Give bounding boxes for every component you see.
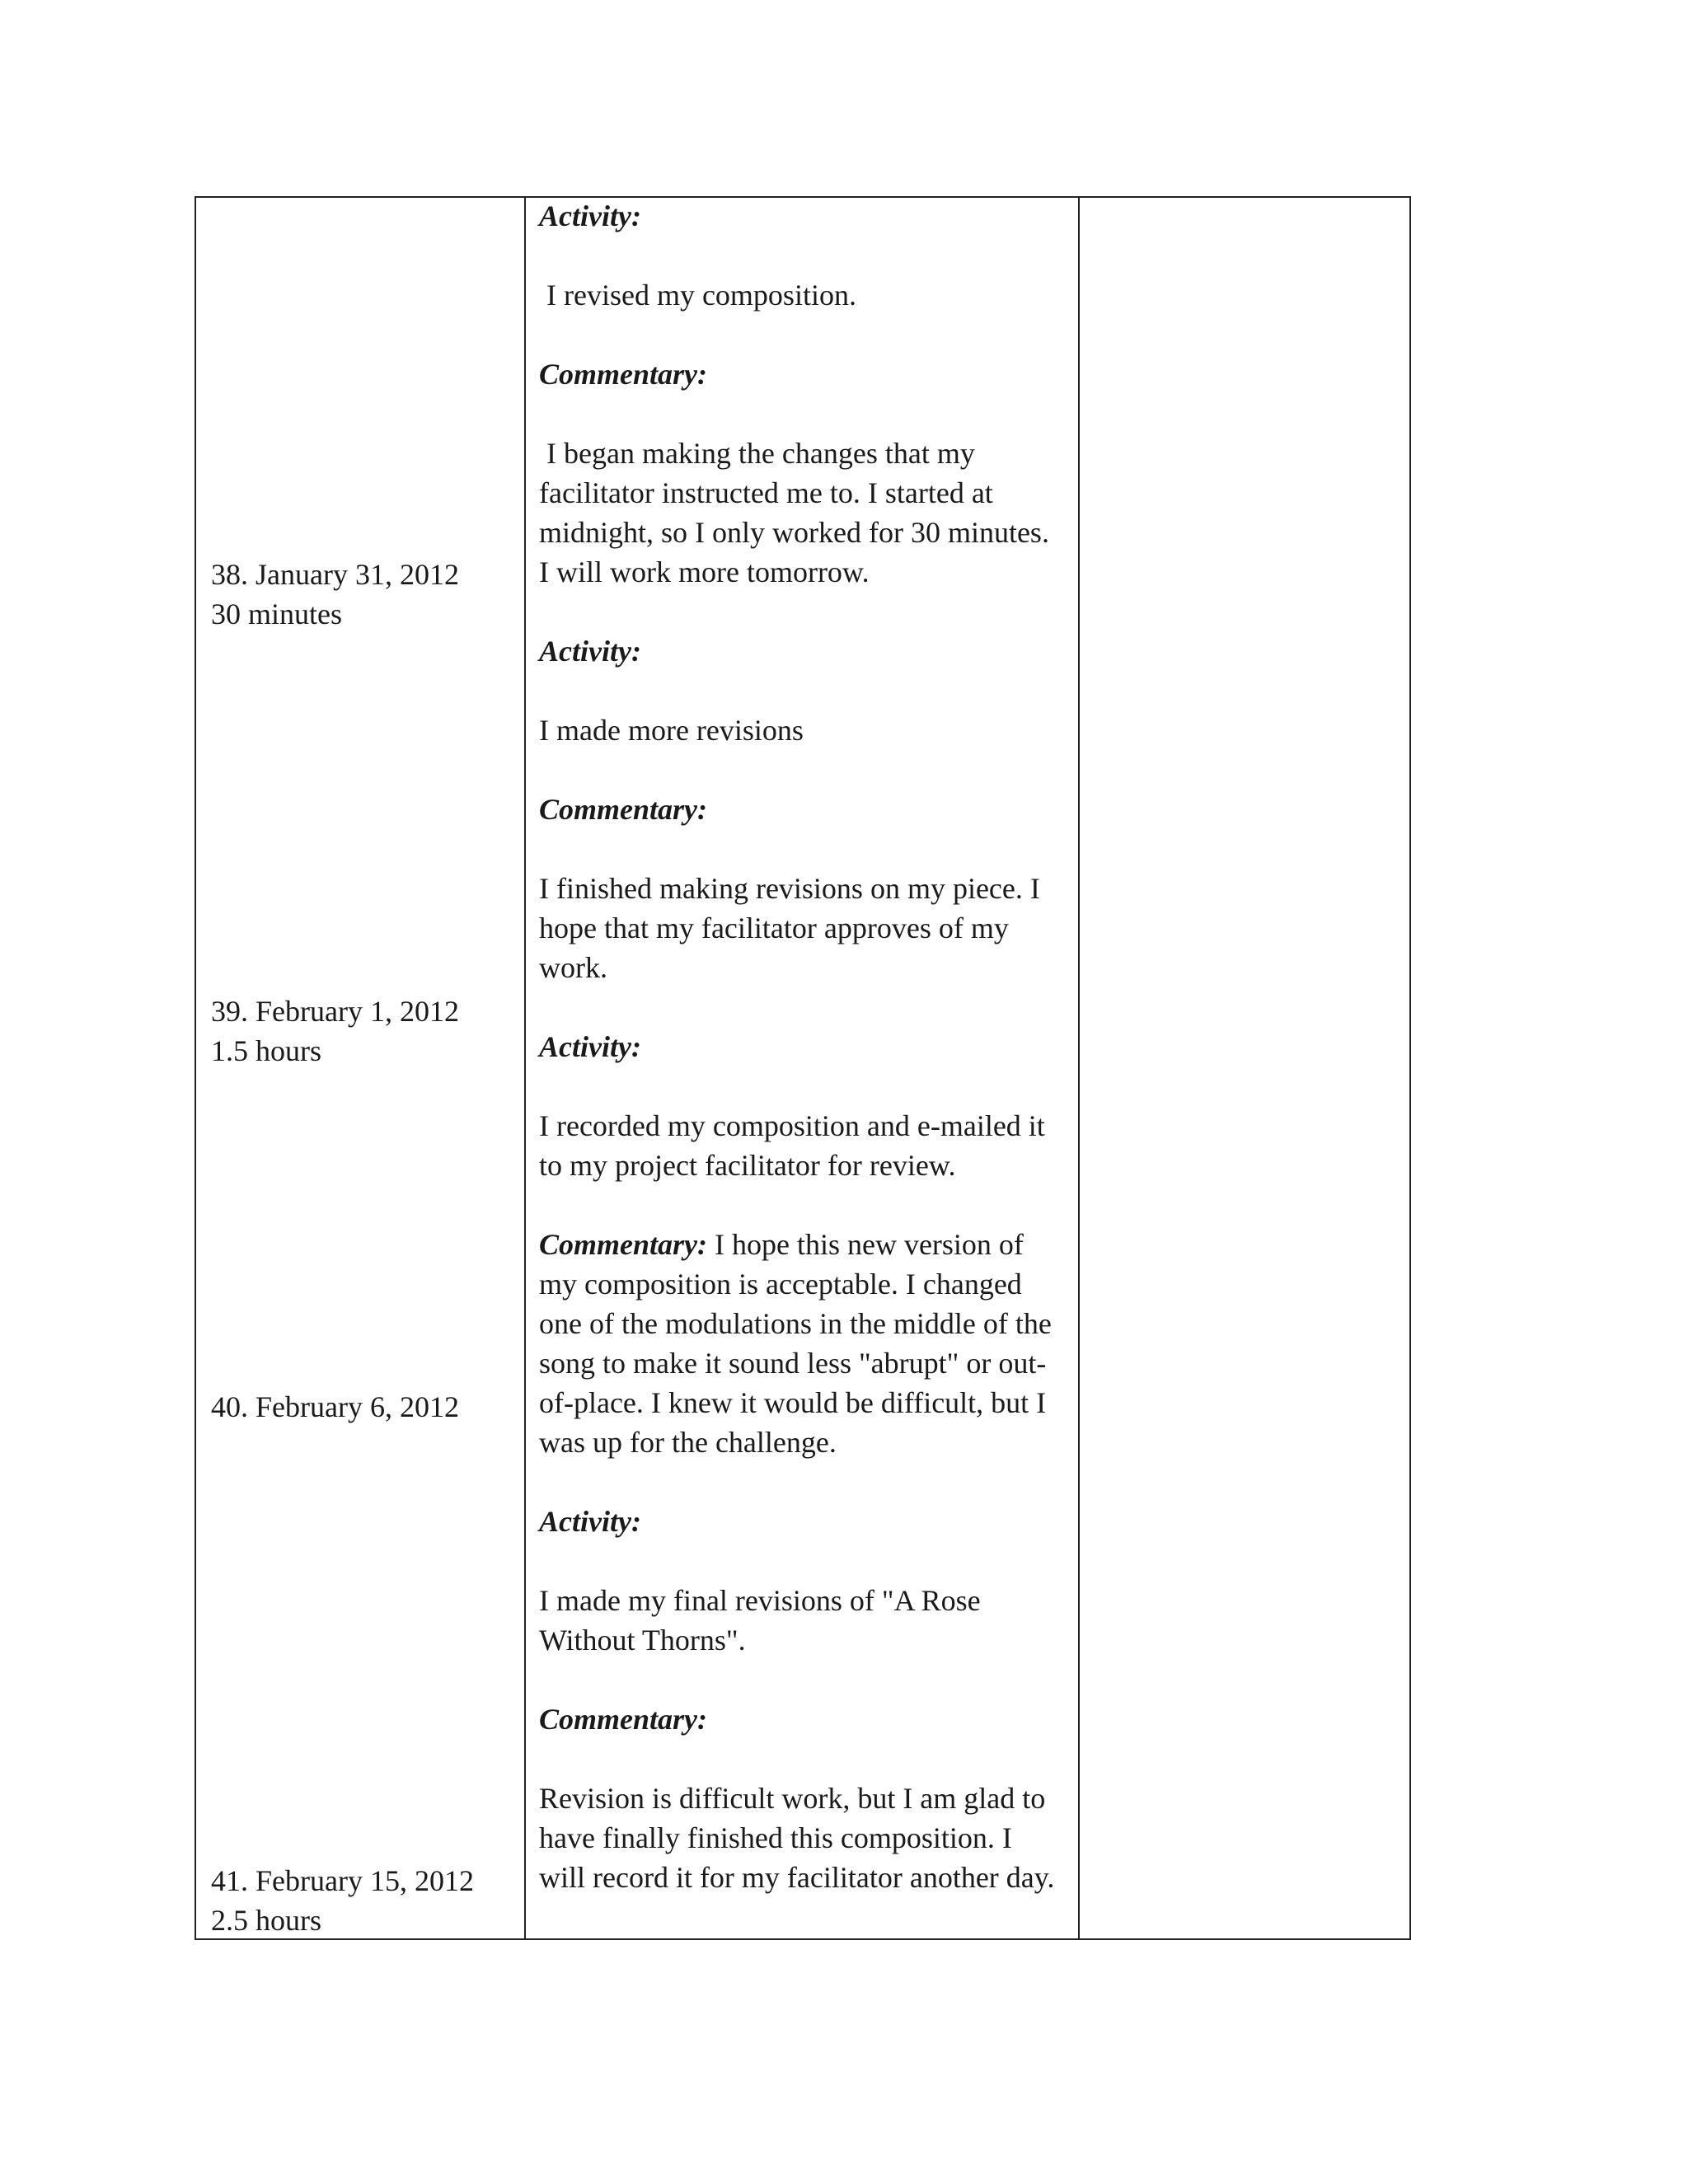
commentary-text: I will work more tomorrow.: [539, 555, 870, 588]
commentary-text: song to make it sound less "abrupt" or out-: [539, 1347, 1047, 1380]
commentary-text: hope that my facilitator approves of my: [539, 912, 1009, 944]
activity-text: Without Thorns".: [539, 1624, 746, 1657]
entry-39-date: 39. February 1, 2012: [211, 995, 459, 1028]
commentary-text: my composition is acceptable. I changed: [539, 1268, 1022, 1301]
activity-text: I made my final revisions of "A Rose: [539, 1584, 981, 1617]
commentary-label: Commentary:: [539, 1703, 707, 1736]
column-divider: [524, 198, 526, 1938]
activity-text: I made more revisions: [539, 714, 804, 747]
entry-41-date: 41. February 15, 2012: [211, 1864, 474, 1897]
commentary-text: one of the modulations in the middle of the: [539, 1307, 1052, 1340]
commentary-text: will record it for my facilitator another day.: [539, 1861, 1055, 1894]
column-divider: [1078, 198, 1080, 1938]
commentary-line: [539, 1225, 1024, 1264]
commentary-text: I began making the changes that my: [539, 437, 975, 470]
commentary-label: Commentary:: [539, 358, 707, 391]
entry-38-date: 38. January 31, 2012: [211, 558, 459, 591]
commentary-text: was up for the challenge.: [539, 1426, 837, 1459]
entry-41-duration: 2.5 hours: [211, 1904, 321, 1937]
activity-label: Activity:: [539, 635, 641, 668]
activity-text: I recorded my composition and e-mailed it: [539, 1109, 1045, 1142]
commentary-text: have finally finished this composition. I: [539, 1821, 1012, 1854]
entry-40-date: 40. February 6, 2012: [211, 1390, 459, 1423]
log-table: [195, 196, 1411, 1940]
activity-label: Activity:: [539, 1030, 641, 1063]
commentary-text: Revision is difficult work, but I am glad to: [539, 1782, 1046, 1815]
entry-39-duration: 1.5 hours: [211, 1034, 321, 1067]
commentary-text: work.: [539, 951, 607, 984]
commentary-text: I hope this new version of: [707, 1228, 1024, 1261]
commentary-text: of-place. I knew it would be difficult, but I: [539, 1386, 1047, 1419]
activity-label: Activity:: [539, 199, 641, 232]
commentary-text: I finished making revisions on my piece. I: [539, 872, 1040, 905]
commentary-text: midnight, so I only worked for 30 minutes.: [539, 516, 1049, 549]
activity-text: to my project facilitator for review.: [539, 1149, 956, 1182]
entry-38-duration: 30 minutes: [211, 598, 342, 630]
commentary-label: Commentary:: [539, 793, 707, 826]
activity-text: I revised my composition.: [539, 279, 856, 312]
commentary-text: facilitator instructed me to. I started at: [539, 476, 993, 509]
activity-label: Activity:: [539, 1505, 641, 1538]
commentary-label: Commentary:: [539, 1228, 707, 1261]
